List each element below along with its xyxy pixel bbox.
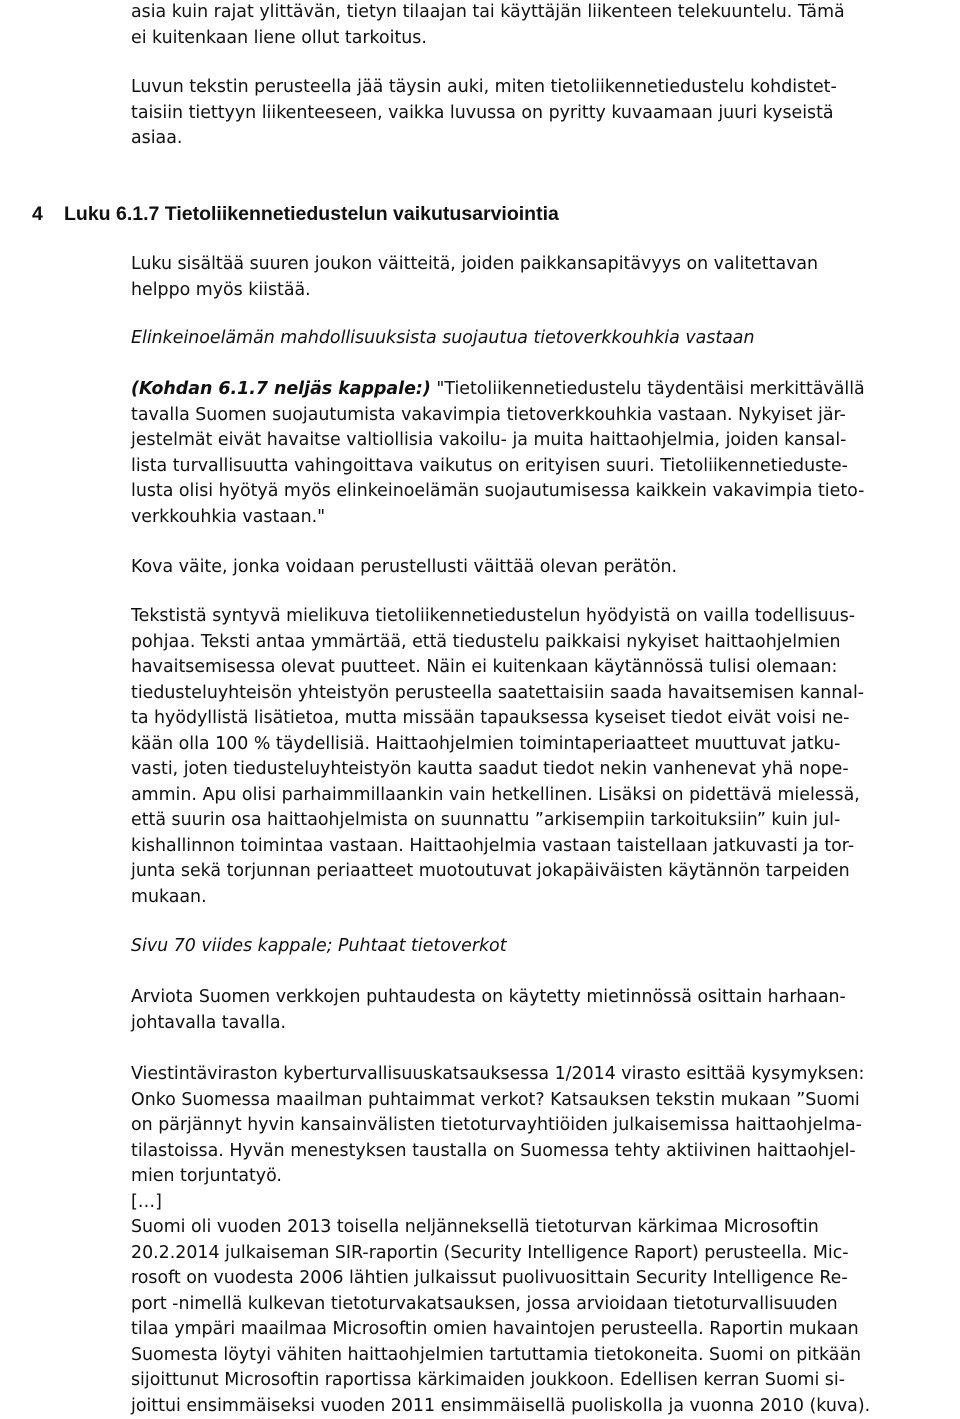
text-line: kään olla 100 % täydellisiä. Haittaohjelmien toimintaperiaatteet muuttuvat jatku- (131, 732, 953, 758)
text-line: ammin. Apu olisi parhaimmillaankin vain hetkellinen. Lisäksi on pidettävä mielessä, (131, 783, 953, 809)
paragraph-luvun (131, 75, 953, 152)
section-title: Luku 6.1.7 Tietoliikennetiedustelun vaikutusarviointia (64, 203, 559, 225)
text-line: Onko Suomessa maailman puhtaimmat verkot? Katsauksen tekstin mukaan ”Suomi (131, 1088, 953, 1114)
subheading-elinkeinoelama (131, 326, 953, 352)
text-line: ei kuitenkaan liene ollut tarkoitus. (131, 26, 953, 52)
section-number: 4 (32, 199, 64, 229)
text-line: mien torjuntatyö. (131, 1164, 953, 1190)
text-line: sijoittunut Microsoftin raportissa kärkimaiden joukkoon. Edellisen kerran Suomi si- (131, 1368, 953, 1394)
text-line: 20.2.2014 julkaiseman SIR-raportin (Security Intelligence Raport) perusteella. Mic- (131, 1241, 953, 1267)
text-line: on pärjännyt hyvin kansainvälisten tietoturvayhtiöiden julkaisemissa haittaohjelma- (131, 1113, 953, 1139)
text-line: port -nimellä kulkevan tietoturvakatsauksen, jossa arvioidaan tietoturvallisuuden (131, 1292, 953, 1318)
paragraph-arviota (131, 985, 953, 1036)
text-line: Luvun tekstin perusteella jää täysin auki, miten tietoliikennetiedustelu kohdistet- (131, 75, 953, 101)
paragraph-tekstista (131, 604, 953, 910)
subheading-text: Sivu 70 viides kappale; Puhtaat tietoverkot (131, 934, 953, 960)
text-line: taisiin tiettyyn liikenteeseen, vaikka luvussa on pyritty kuvaamaan juuri kyseistä (131, 101, 953, 127)
text-line: Suomesta löytyi vähiten haittaohjelmien tartuttamia tietokoneita. Suomi on pitkään (131, 1343, 953, 1369)
text-line: joittui ensimmäiseksi vuoden 2011 ensimmäisellä puoliskolla ja vuonna 2010 (kuva). (131, 1394, 953, 1419)
text-line: tilaa ympäri maailmaa Microsoftin omien havaintojen perusteella. Raportin mukaan (131, 1317, 953, 1343)
quote-reference: (Kohdan 6.1.7 neljäs kappale:) (131, 379, 431, 399)
text-line: havaitsemisessa olevat puutteet. Näin ei kuitenkaan käytännössä tulisi olemaan: (131, 655, 953, 681)
text-line: Luku sisältää suuren joukon väitteitä, joiden paikkansapitävyys on valitettavan (131, 252, 953, 278)
text-line: lusta olisi hyötyä myös elinkeinoelämän suojautumisessa kaikkein vakavimpia tieto- (131, 479, 953, 505)
paragraph-viestintavirasto (131, 1062, 953, 1419)
paragraph-kova (131, 555, 953, 581)
paragraph-intro (131, 0, 953, 51)
quote-text-start: "Tietoliikennetiedustelu täydentäisi merkittävällä (431, 379, 865, 399)
text-line: tavalla Suomen suojautumista vakavimpia tietoverkkouhkia vastaan. Nykyiset jär- (131, 403, 953, 429)
text-line: pohjaa. Teksti antaa ymmärtää, että tiedustelu paikkaisi nykyiset haittaohjelmien (131, 630, 953, 656)
text-line: […] (131, 1190, 953, 1216)
text-line: tiedusteluyhteisön yhteistyön perusteella saatettaisiin saada havaitsemisen kannal- (131, 681, 953, 707)
text-line: helppo myös kiistää. (131, 278, 953, 304)
text-line (131, 377, 953, 403)
text-line: rosoft on vuodesta 2006 lähtien julkaissut puolivuosittain Security Intelligence Re- (131, 1266, 953, 1292)
quote-block (131, 377, 953, 530)
text-line: että suurin osa haittaohjelmista on suunnattu ”arkisempiin tarkoituksiin” kuin jul- (131, 808, 953, 834)
text-line: lista turvallisuutta vahingoittava vaikutus on erityisen suuri. Tietoliikennetiedustе- (131, 454, 953, 480)
text-line: mukaan. (131, 885, 953, 911)
text-line: kishallinnon toimintaa vastaan. Haittaohjelmia vastaan taistellaan jatkuvasti ja tor- (131, 834, 953, 860)
paragraph-luku (131, 252, 953, 303)
text-line: johtavalla tavalla. (131, 1011, 953, 1037)
text-line: Kova väite, jonka voidaan perustellusti väittää olevan perätön. (131, 555, 953, 581)
text-line: jestelmät eivät havaitse valtiollisia vakoilu- ja muita haittaohjelmia, joiden kansal- (131, 428, 953, 454)
text-line: asia kuin rajat ylittävän, tietyn tilaajan tai käyttäjän liikenteen telekuuntelu. Tämä (131, 0, 953, 26)
text-line: junta sekä torjunnan periaatteet muotoutuvat jokapäiväisten käytännön tarpeiden (131, 859, 953, 885)
text-line: ta hyödyllistä lisätietoa, mutta missään tapauksessa kyseiset tiedot eivät voisi ne- (131, 706, 953, 732)
subheading-text: Elinkeinoelämän mahdollisuuksista suojautua tietoverkkouhkia vastaan (131, 326, 953, 352)
text-line: Tekstistä syntyvä mielikuva tietoliikennetiedustelun hyödyistä on vailla todellisuus- (131, 604, 953, 630)
section-heading (32, 199, 559, 229)
text-line: tilastoissa. Hyvän menestyksen taustalla on Suomessa tehty aktiivinen haittaohjel- (131, 1139, 953, 1165)
text-line: asiaa. (131, 126, 953, 152)
subheading-puhtaat-tietoverkot (131, 934, 953, 960)
text-line: Viestintäviraston kyberturvallisuuskatsauksessa 1/2014 virasto esittää kysymyksen: (131, 1062, 953, 1088)
text-line: Arviota Suomen verkkojen puhtaudesta on käytetty mietinnössä osittain harhaan- (131, 985, 953, 1011)
text-line: Suomi oli vuoden 2013 toisella neljänneksellä tietoturvan kärkimaa Microsoftin (131, 1215, 953, 1241)
text-line: vasti, joten tiedusteluyhteistyön kautta saadut tiedot nekin vanhenevat yhä nope- (131, 757, 953, 783)
text-line: verkkouhkia vastaan." (131, 505, 953, 531)
